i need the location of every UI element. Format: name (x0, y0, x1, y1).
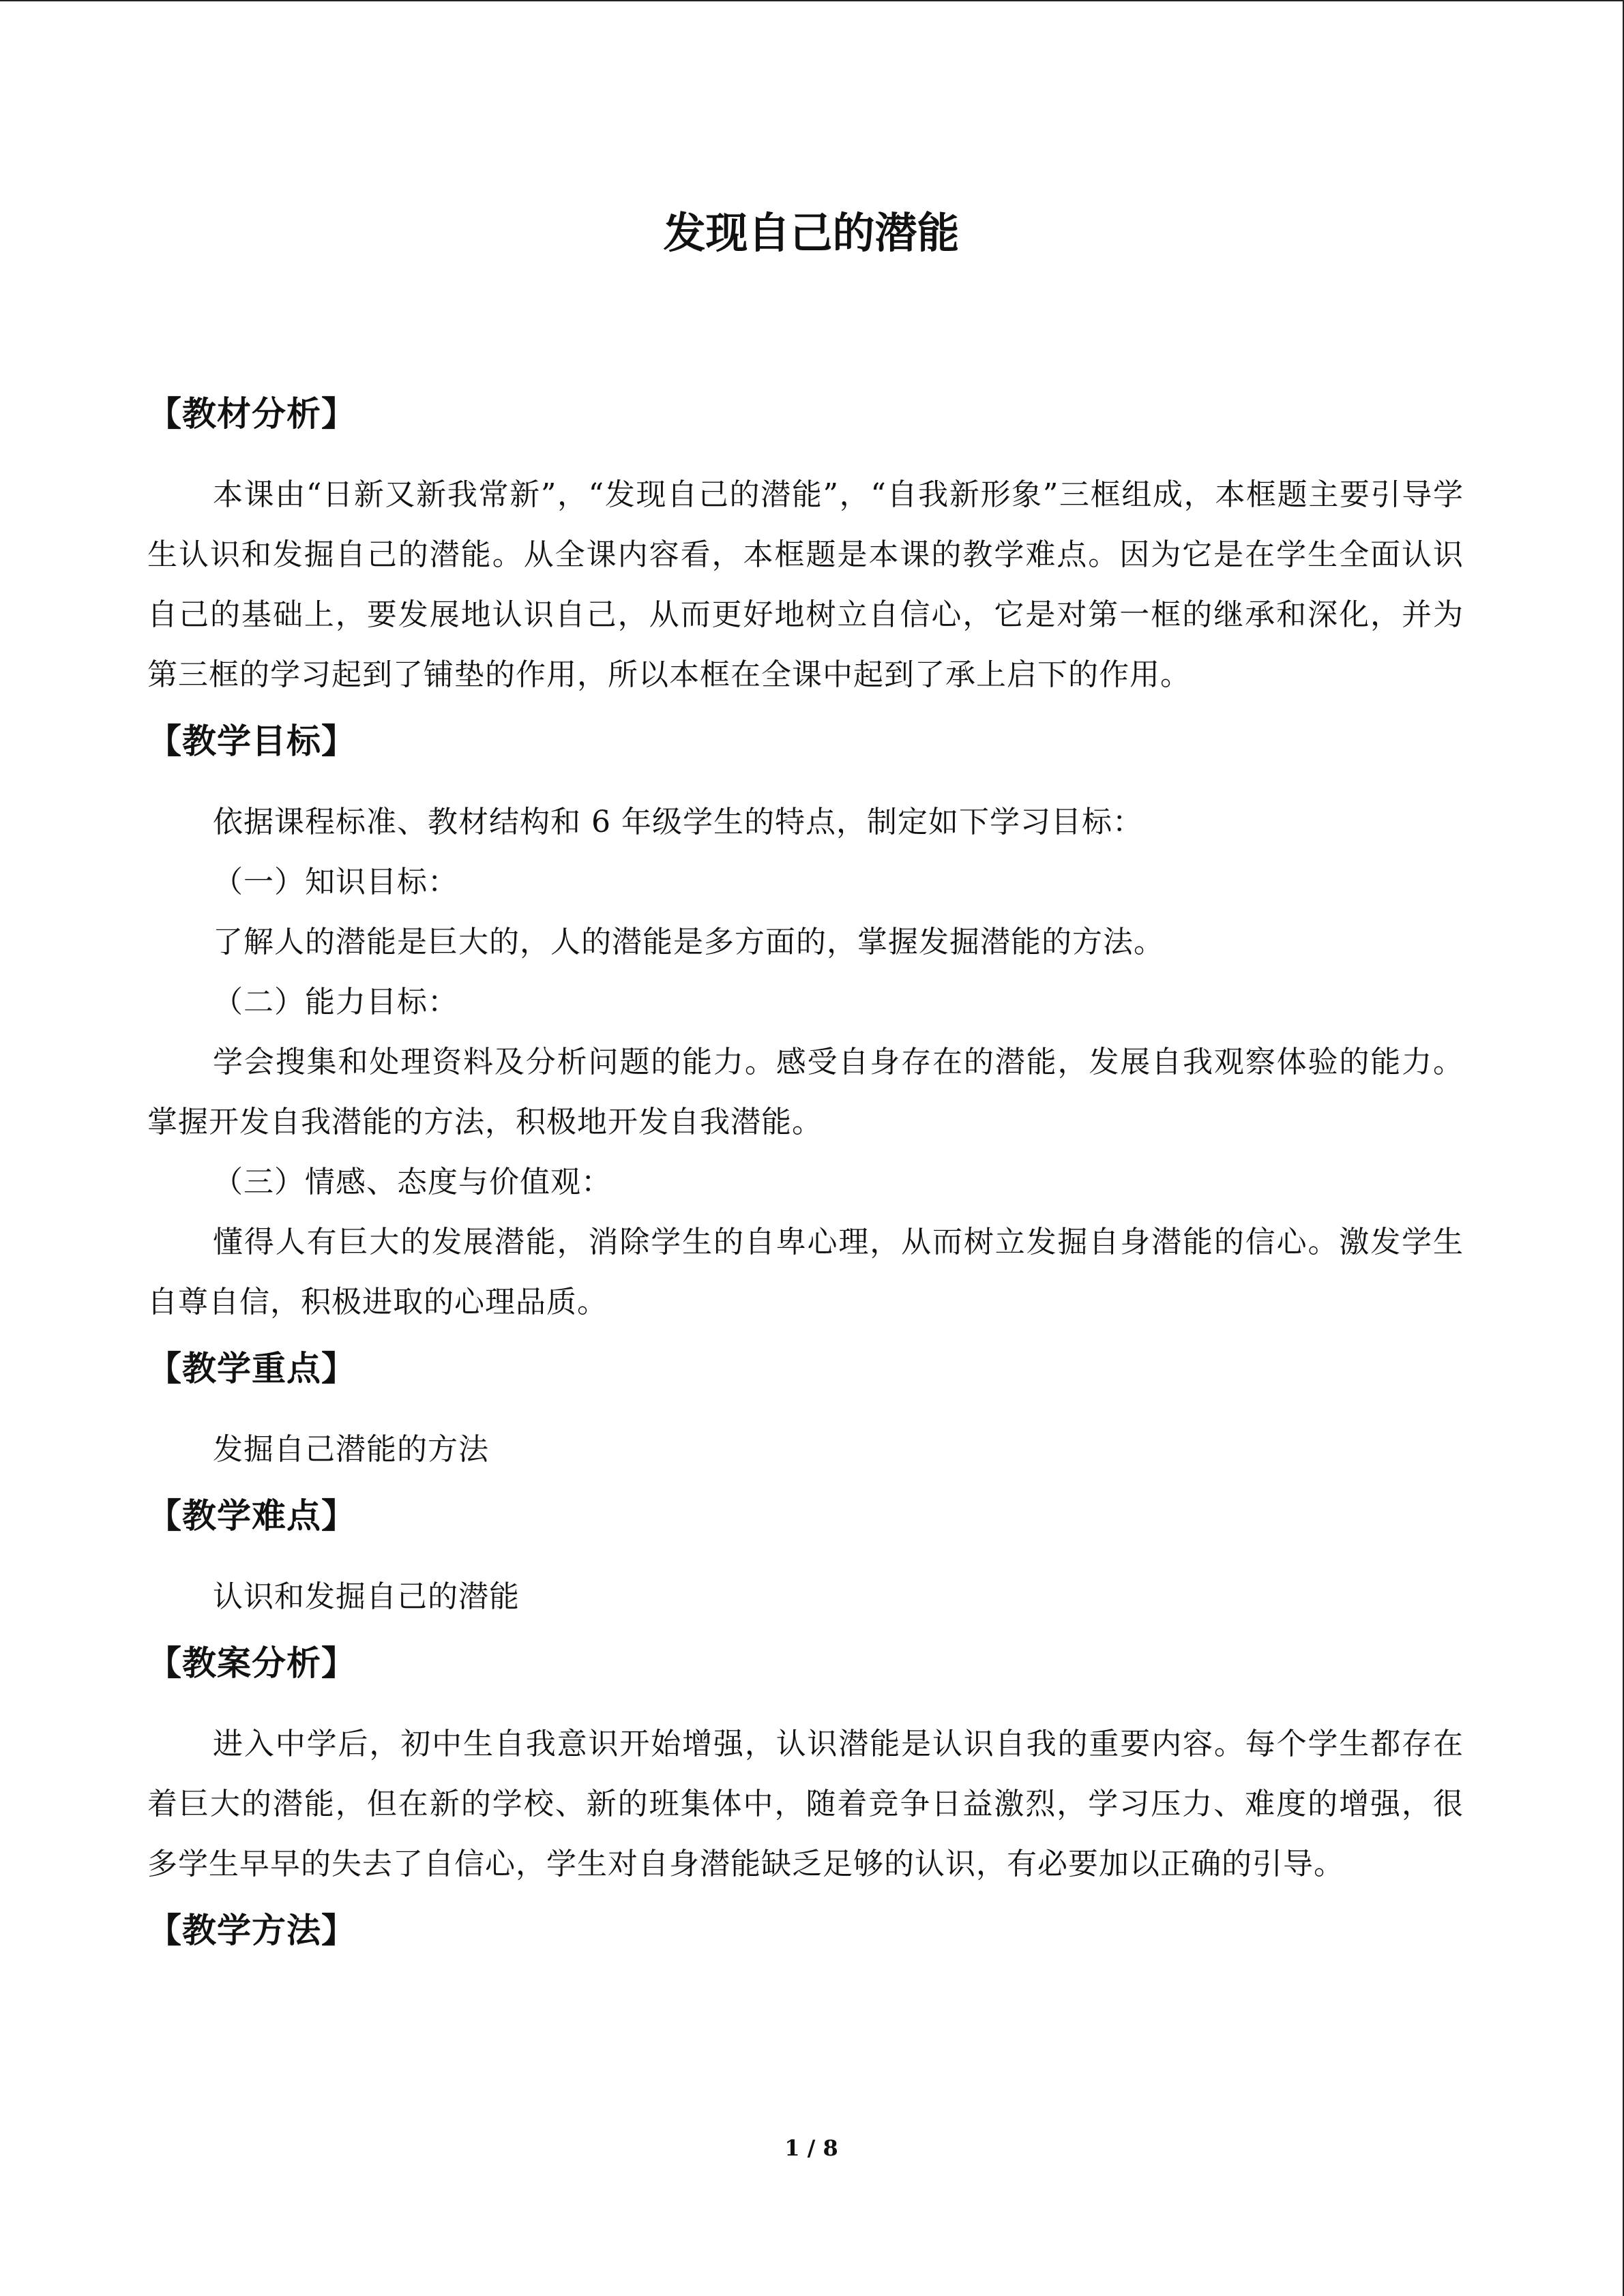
paragraph: 依据课程标准、教材结构和 6 年级学生的特点，制定如下学习目标： (213, 805, 1143, 839)
subheading-emotion-goal: （三）情感、态度与价值观： (213, 1165, 612, 1199)
paragraph: 学会搜集和处理资料及分析问题的能力。感受自身存在的潜能，发展自我观察体验的能力。掌握开发自我潜能的方法，积极地开发自我潜能。 (147, 1045, 1464, 1139)
subheading-ability-goal: （二）能力目标： (213, 985, 458, 1019)
paragraph: 进入中学后，初中生自我意识开始增强，认识潜能是认识自我的重要内容。每个学生都存在着巨大的潜能，但在新的学校、新的班集体中，随着竞争日益激烈，学习压力、难度的增强，很多学生早早的失去了自信心，学生对自身潜能缺乏足够的认识，有必要加以正确的引导。 (147, 1727, 1464, 1881)
section-heading-teaching-goals: 【教学目标】 (147, 721, 356, 761)
page-number: 1 / 8 (784, 2135, 838, 2161)
paragraph: 发掘自己潜能的方法 (213, 1432, 489, 1467)
document-title: 发现自己的潜能 (663, 208, 960, 258)
paragraph: 认识和发掘自己的潜能 (213, 1579, 520, 1614)
subheading-knowledge-goal: （一）知识目标： (213, 865, 458, 899)
section-heading-textbook-analysis: 【教材分析】 (147, 394, 356, 434)
section-heading-teaching-difficulty: 【教学难点】 (147, 1496, 356, 1536)
paragraph: 懂得人有巨大的发展潜能，消除学生的自卑心理，从而树立发掘自身潜能的信心。激发学生自尊自信，积极进取的心理品质。 (147, 1225, 1464, 1320)
section-heading-teaching-methods: 【教学方法】 (147, 1911, 356, 1950)
section-heading-teaching-focus: 【教学重点】 (147, 1349, 356, 1388)
section-heading-lesson-analysis: 【教案分析】 (147, 1643, 356, 1683)
paragraph: 本课由“日新又新我常新”，“发现自己的潜能”，“自我新形象”三框组成，本框题主要引导学生认识和发掘自己的潜能。从全课内容看，本框题是本课的教学难点。因为它是在学生全面认识自己的基础上，要发展地认识自己，从而更好地树立自信心，它是对第一框的继承和深化，并为第三框的学习起到了铺垫的作用，所以本框在全课中起到了承上启下的作用。 (147, 477, 1464, 692)
paragraph: 了解人的潜能是巨大的，人的潜能是多方面的，掌握发掘潜能的方法。 (213, 925, 1164, 959)
document-body (147, 383, 1464, 1961)
